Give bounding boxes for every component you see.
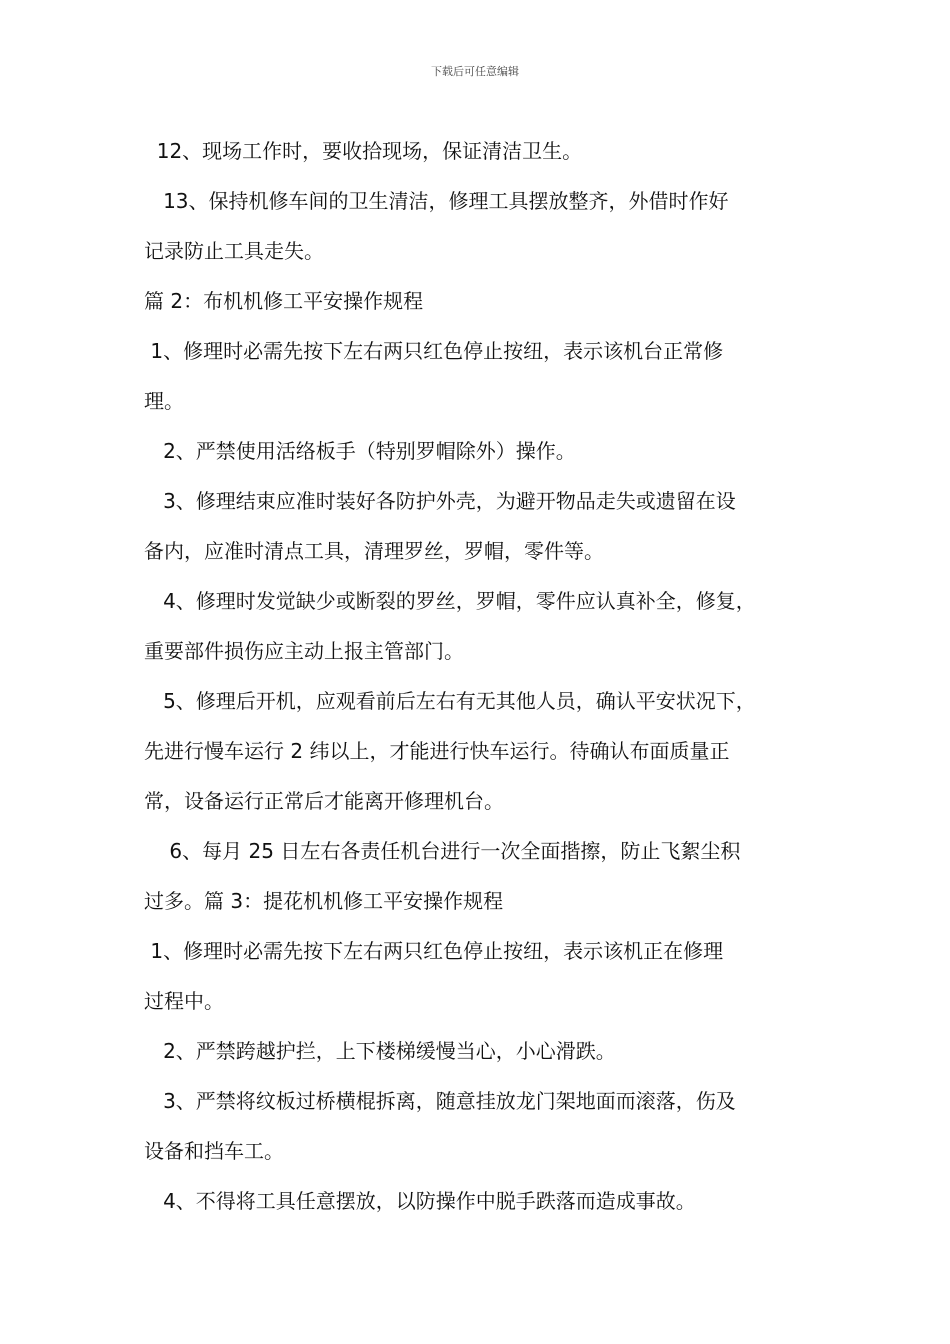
text-line: 6、每月 25 日左右各责任机台进行一次全面揩擦，防止飞絮尘积 [144,839,741,863]
text-line: 重要部件损伤应主动上报主管部门。 [144,639,464,663]
text-line: 1、修理时必需先按下左右两只红色停止按纽，表示该机台正常修 [144,339,724,363]
text-line: 过程中。 [144,989,224,1013]
text-line: 4、修理时发觉缺少或断裂的罗丝，罗帽，零件应认真补全，修复， [144,589,756,613]
text-line: 过多。篇 3：提花机机修工平安操作规程 [144,889,504,913]
text-line: 理。 [144,389,184,413]
text-line: 2、严禁跨越护拦，上下楼梯缓慢当心，小心滑跌。 [144,1039,616,1063]
text-line: 5、修理后开机，应观看前后左右有无其他人员，确认平安状况下， [144,689,756,713]
text-line: 记录防止工具走失。 [144,239,324,263]
text-line: 3、严禁将纹板过桥横棍拆离，随意挂放龙门架地面而滚落，伤及 [144,1089,736,1113]
document-body [144,126,824,1226]
text-line: 4、不得将工具任意摆放，以防操作中脱手跌落而造成事故。 [144,1189,696,1213]
text-line: 13、保持机修车间的卫生清洁，修理工具摆放整齐，外借时作好 [144,189,729,213]
text-line: 备内，应准时清点工具，清理罗丝，罗帽，零件等。 [144,539,604,563]
page-header: 下载后可任意编辑 [431,65,519,78]
text-line: 2、严禁使用活络板手（特别罗帽除外）操作。 [144,439,576,463]
text-line: 1、修理时必需先按下左右两只红色停止按纽，表示该机正在修理 [144,939,724,963]
text-line: 3、修理结束应准时装好各防护外壳，为避开物品走失或遗留在设 [144,489,736,513]
text-line: 12、现场工作时，要收拾现场，保证清洁卫生。 [144,139,583,163]
text-line: 先进行慢车运行 2 纬以上，才能进行快车运行。待确认布面质量正 [144,739,730,763]
text-line: 常，设备运行正常后才能离开修理机台。 [144,789,504,813]
section-heading: 篇 2：布机机修工平安操作规程 [144,289,424,313]
text-line: 设备和挡车工。 [144,1139,284,1163]
